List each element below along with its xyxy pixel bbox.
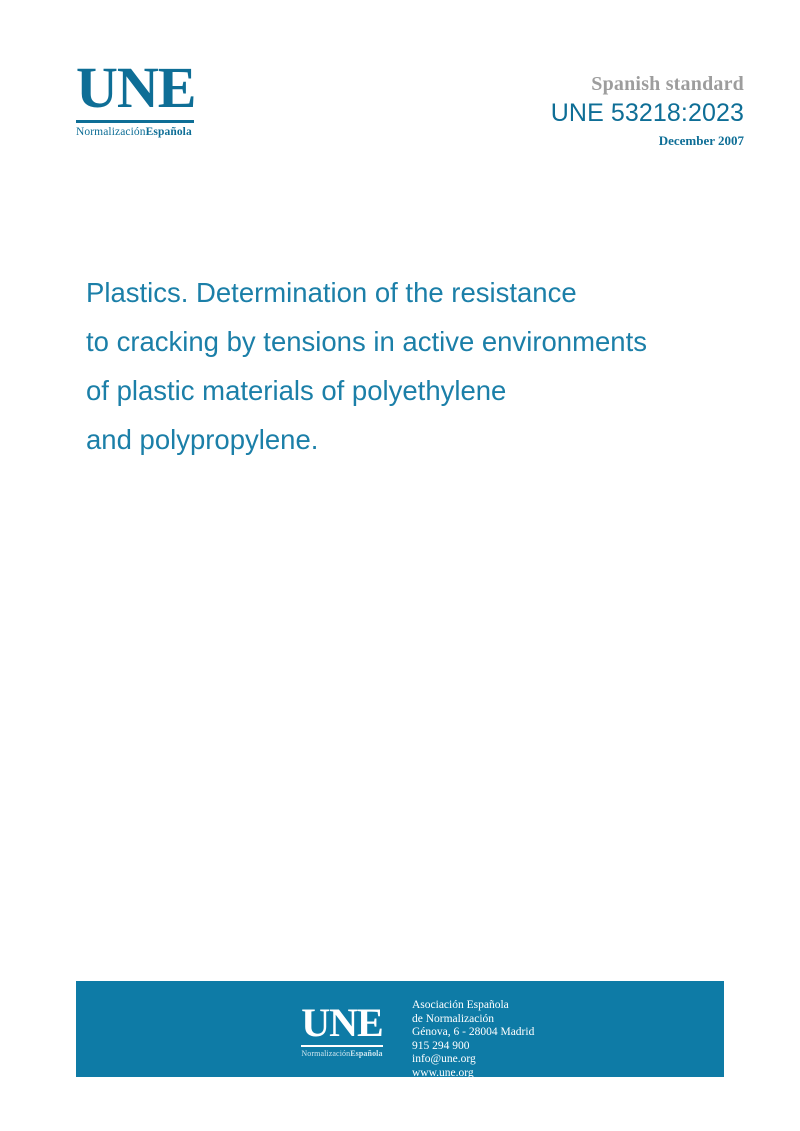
- une-logo-tagline-normal: Normalización: [76, 126, 146, 138]
- footer-email: info@une.org: [412, 1053, 476, 1066]
- footer-une-logo-wordmark: UNE: [301, 1000, 383, 1045]
- standard-kind-label: Spanish standard: [591, 73, 744, 95]
- document-title: [86, 268, 786, 464]
- standard-date: December 2007: [658, 133, 744, 148]
- footer-org-name-line-2: de Normalización: [412, 1012, 495, 1025]
- page-header: [0, 0, 800, 180]
- une-logo-tagline: [76, 126, 306, 138]
- une-logo-wordmark: UNE: [76, 55, 196, 120]
- footer-phone: 915 294 900: [412, 1039, 470, 1052]
- standard-identification: [551, 72, 744, 150]
- page-footer: [76, 981, 724, 1077]
- footer-content: [294, 995, 534, 1081]
- footer-contact-block: [412, 995, 534, 1081]
- document-title-line: to cracking by tensions in active environments: [86, 326, 647, 357]
- document-title-line: of plastic materials of polyethylene: [86, 375, 507, 406]
- footer-une-logo: [294, 995, 390, 1058]
- une-logo-rule: [76, 120, 194, 123]
- une-logo: [76, 55, 306, 138]
- une-logo-tagline-bold: Española: [145, 126, 192, 138]
- footer-une-logo-tagline: [294, 1049, 390, 1058]
- standard-code: UNE 53218:2023: [550, 99, 744, 127]
- footer-une-logo-tagline-normal: Normalización: [301, 1049, 351, 1058]
- footer-org-name-line-1: Asociación Española: [412, 999, 509, 1011]
- footer-une-logo-tagline-bold: Española: [350, 1049, 383, 1058]
- footer-website: www.une.org: [412, 1066, 474, 1079]
- document-title-line: Plastics. Determination of the resistance: [86, 277, 577, 308]
- document-title-line: and polypropylene.: [86, 424, 319, 455]
- footer-address: Génova, 6 - 28004 Madrid: [412, 1026, 535, 1039]
- footer-une-logo-rule: [301, 1045, 383, 1047]
